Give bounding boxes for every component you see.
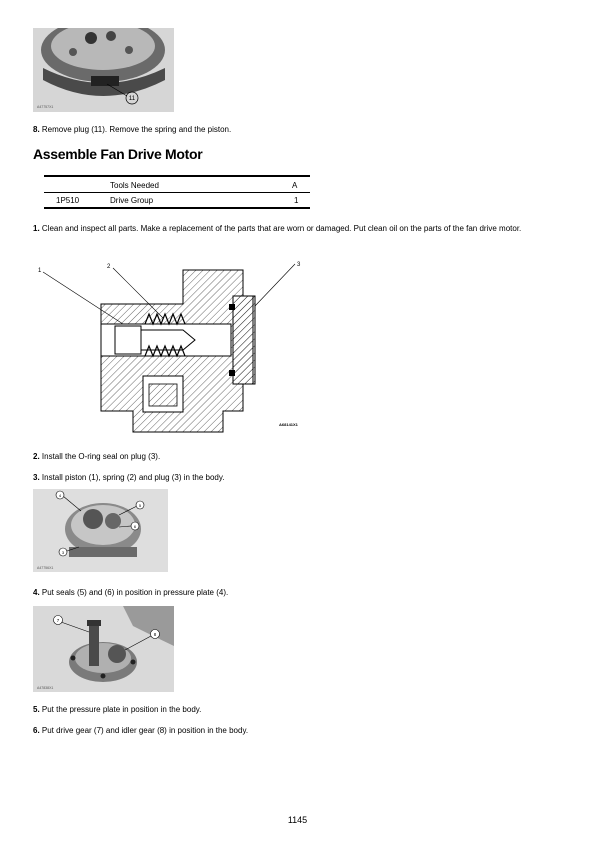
page-number: 1145 bbox=[287, 815, 308, 825]
tool-description: Drive Group bbox=[110, 196, 154, 205]
tools-header: Tools Needed bbox=[110, 181, 159, 190]
step-2 bbox=[33, 451, 563, 462]
table-rule-bottom bbox=[44, 207, 310, 209]
callout-4: 4 bbox=[58, 493, 62, 498]
step-8 bbox=[33, 124, 563, 135]
step-text: Put seals (5) and (6) in position in pressure plate (4). bbox=[39, 588, 229, 597]
step-number: 1. bbox=[33, 224, 40, 233]
photo-pressure-plate bbox=[33, 606, 174, 692]
step-number: 3. bbox=[33, 473, 40, 482]
step-text: Clean and inspect all parts. Make a replacement of the parts that are worn or damaged. Put clean oil on the parts of the fan drive motor. bbox=[39, 224, 522, 233]
photo-remove-plug bbox=[33, 28, 174, 112]
step-number: 6. bbox=[33, 726, 40, 735]
tool-column-header: A bbox=[292, 181, 298, 190]
photo-install-piston-art bbox=[33, 489, 168, 572]
section-title: Assemble Fan Drive Motor bbox=[33, 146, 203, 162]
step-number: 2. bbox=[33, 452, 40, 461]
step-4 bbox=[33, 587, 563, 598]
step-text: Remove plug (11). Remove the spring and the piston. bbox=[39, 125, 232, 134]
figure-code: A47838X1 bbox=[37, 686, 54, 690]
step-number: 5. bbox=[33, 705, 40, 714]
step-text: Install piston (1), spring (2) and plug (3) in the body. bbox=[39, 473, 225, 482]
photo-install-piston bbox=[33, 489, 168, 572]
cross-section-diagram bbox=[33, 256, 313, 436]
step-text: Install the O-ring seal on plug (3). bbox=[39, 452, 161, 461]
figure-code: A47757X1 bbox=[37, 105, 54, 109]
step-5 bbox=[33, 704, 563, 715]
step-number: 8. bbox=[33, 125, 40, 134]
step-3 bbox=[33, 472, 563, 483]
step-1 bbox=[33, 223, 563, 234]
callout-3: 3 bbox=[297, 262, 301, 268]
figure-code: A47756X1 bbox=[37, 566, 54, 570]
tool-quantity: 1 bbox=[294, 196, 299, 205]
callout-11: 11 bbox=[128, 96, 136, 102]
step-number: 4. bbox=[33, 588, 40, 597]
table-rule-top bbox=[44, 175, 310, 177]
step-text: Put the pressure plate in position in the body. bbox=[39, 705, 202, 714]
cross-section-art bbox=[33, 256, 313, 436]
step-6 bbox=[33, 725, 563, 736]
callout-5: 5 bbox=[138, 503, 142, 508]
callout-8: 8 bbox=[153, 632, 157, 637]
photo-remove-plug-art bbox=[33, 28, 174, 112]
photo-pressure-plate-art bbox=[33, 606, 174, 692]
part-number: 1P510 bbox=[56, 196, 80, 205]
figure-code: A68141X1 bbox=[279, 422, 298, 427]
step-text: Put drive gear (7) and idler gear (8) in position in the body. bbox=[39, 726, 249, 735]
callout-3: 3 bbox=[61, 550, 65, 555]
callout-2: 2 bbox=[107, 264, 111, 270]
callout-1: 1 bbox=[38, 268, 42, 274]
callout-6: 6 bbox=[133, 524, 137, 529]
table-rule-mid bbox=[44, 192, 310, 193]
callout-7: 7 bbox=[56, 618, 60, 623]
